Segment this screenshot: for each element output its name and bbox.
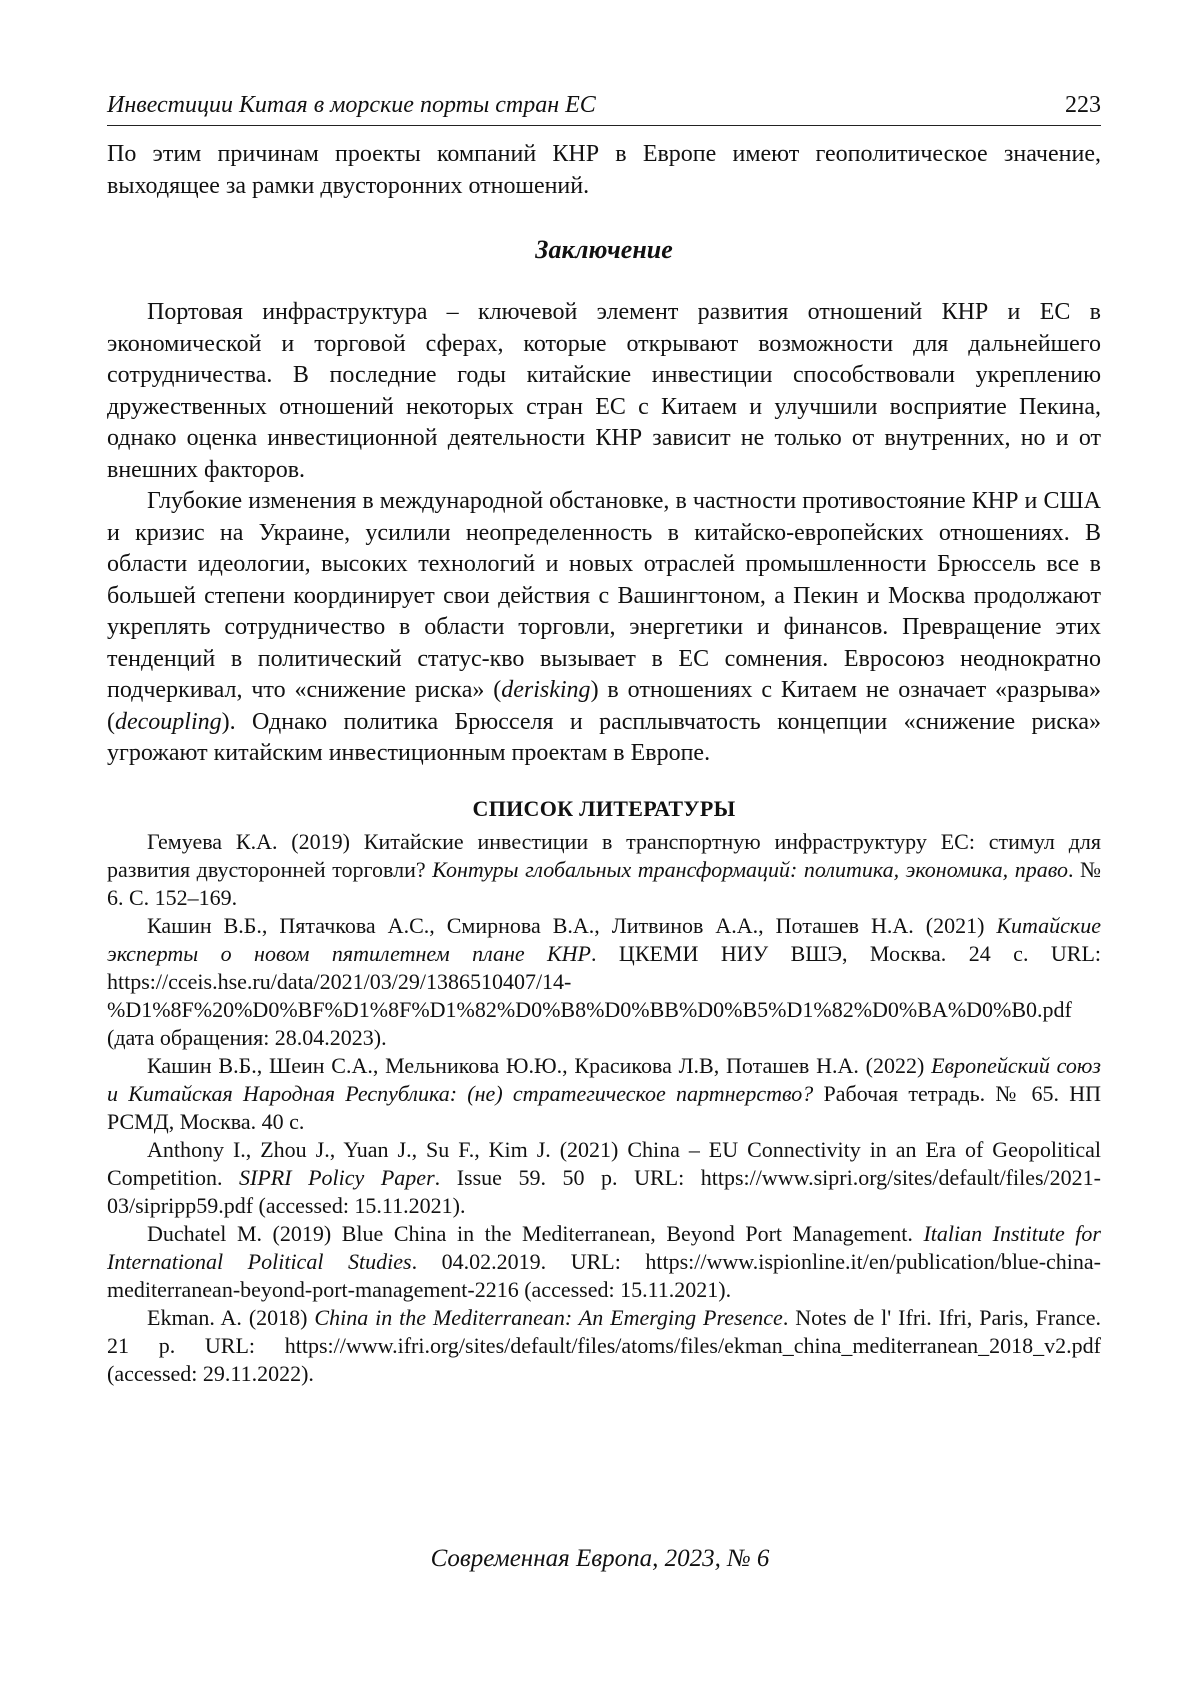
conclusion-heading: Заключение (535, 235, 673, 264)
reference-text: Duchatel M. (2019) Blue China in the Mediterranean, Beyond Port Management. (147, 1220, 924, 1246)
reference-details: Рабочая тетрадь. № 65. НП РСМД, Москва. 40 с. (107, 1080, 1101, 1134)
term-derisking: derisking (501, 677, 591, 703)
references-heading: СПИСОК ЛИТЕРАТУРЫ (472, 795, 736, 821)
paragraph-2-text-b: ) в отношениях с Китаем не означает «разрыва» ( (107, 677, 1101, 735)
intro-paragraph: По этим причинам проекты компаний КНР в Европе имеют геополитическое значение, выходящее за рамки двусторонних отношений. (107, 141, 1101, 199)
reference-details: . Notes de l' Ifri. Ifri, Paris, France. 21 p. URL: https://www.ifri.org/sites/default/files/atoms/files/ekman_china_mediterranean_2018_v2.pdf (accessed: 29.11.2022). (107, 1304, 1101, 1386)
reference-text: Ekman. A. (2018) (147, 1304, 315, 1330)
reference-text: Anthony I., Zhou J., Yuan J., Su F., Kim J. (2021) China – EU Connectivity in an Era of Geopolitical Competition. (107, 1136, 1101, 1190)
reference-details: . 04.02.2019. URL: https://www.ispionline.it/en/publication/blue-china-mediterranean-beyond-port-management-2216 (accessed: 15.11.2021). (107, 1248, 1101, 1302)
reference-item (107, 828, 1101, 912)
reference-source: SIPRI Policy Paper (239, 1164, 435, 1190)
reference-text: Кашин В.Б., Пятачкова А.С., Смирнова В.А., Литвинов А.А., Поташев Н.А. (2021) (147, 912, 997, 938)
reference-source: Европейский союз и Китайская Народная Республика: (не) стратегическое партнерство? (107, 1052, 1101, 1106)
reference-source: Контуры глобальных трансформаций: политика, экономика, право (432, 856, 1068, 882)
reference-item (107, 1304, 1101, 1388)
journal-footer: Современная Европа, 2023, № 6 (430, 1545, 770, 1572)
conclusion-paragraph-2 (107, 486, 1101, 770)
reference-item (107, 1220, 1101, 1304)
conclusion-paragraph-1: Портовая инфраструктура – ключевой элемент развития отношений КНР и ЕС в экономической и торговой сферах, которые открывают возможности для дальнейшего сотрудничества. В последние годы китайские инвестиции способствовали укреплению дружественных отношений некоторых стран ЕС с Китаем и улучшили восприятие Пекина, однако оценка инвестиционной деятельности КНР зависит не только от внутренних, но и от внешних факторов. (107, 299, 1101, 483)
reference-details: . № 6. С. 152–169. (107, 856, 1102, 910)
running-header (107, 92, 1101, 126)
reference-source: Китайские эксперты о новом пятилетнем плане КНР (107, 912, 1101, 966)
reference-item (107, 1136, 1101, 1220)
reference-text: Кашин В.Б., Шеин С.А., Мельникова Ю.Ю., Красикова Л.В, Поташев Н.А. (2022) (147, 1052, 932, 1078)
reference-item (107, 912, 1101, 1052)
term-decoupling: decoupling (115, 708, 222, 735)
reference-item (107, 1052, 1101, 1136)
reference-details: . ЦКЕМИ НИУ ВШЭ, Москва. 24 с. URL: https://cceis.hse.ru/data/2021/03/29/1386510407/14-%D1%8F%20%D0%BF%D1%8F%D1%82%D0%B8%D0%BB%D0%B5%D1%82%D0%BA%D0%B0.pdf (дата обращения: 28.04.2023). (107, 940, 1101, 1050)
paragraph-2-text-c: ). Однако политика Брюсселя и расплывчатость концепции «снижение риска» угрожают китайским инвестиционным проектам в Европе. (107, 708, 1101, 766)
page-content (107, 92, 1101, 1388)
reference-source: China in the Mediterranean: An Emerging Presence (314, 1304, 783, 1330)
page-number: 223 (1065, 92, 1101, 118)
reference-source: Italian Institute for International Political Studies (107, 1220, 1101, 1274)
reference-text: Гемуева К.А. (2019) Китайские инвестиции в транспортную инфраструктуру ЕС: стимул для развития двусторонней торговли? (107, 828, 1101, 882)
references-list (107, 828, 1101, 1388)
paragraph-2-text-a: Глубокие изменения в международной обстановке, в частности противостояние КНР и США и кризис на Украине, усилили неопределенность в китайско-европейских отношениях. В области идеологии, высоких технологий и новых отраслей промышленности Брюссель все в большей степени координирует свои действия с Вашингтоном, а Пекин и Москва продолжают укреплять сотрудничество в области торговли, энергетики и финансов. Превращение этих тенденций в политический статус-кво вызывает в ЕС сомнения. Евросоюз неоднократно подчеркивал, что «снижение риска» ( (107, 488, 1101, 703)
running-title: Инвестиции Китая в морские порты стран ЕС (107, 92, 596, 118)
reference-details: . Issue 59. 50 p. URL: https://www.sipri.org/sites/default/files/2021-03/sipripp59.pdf (accessed: 15.11.2021). (107, 1164, 1101, 1218)
